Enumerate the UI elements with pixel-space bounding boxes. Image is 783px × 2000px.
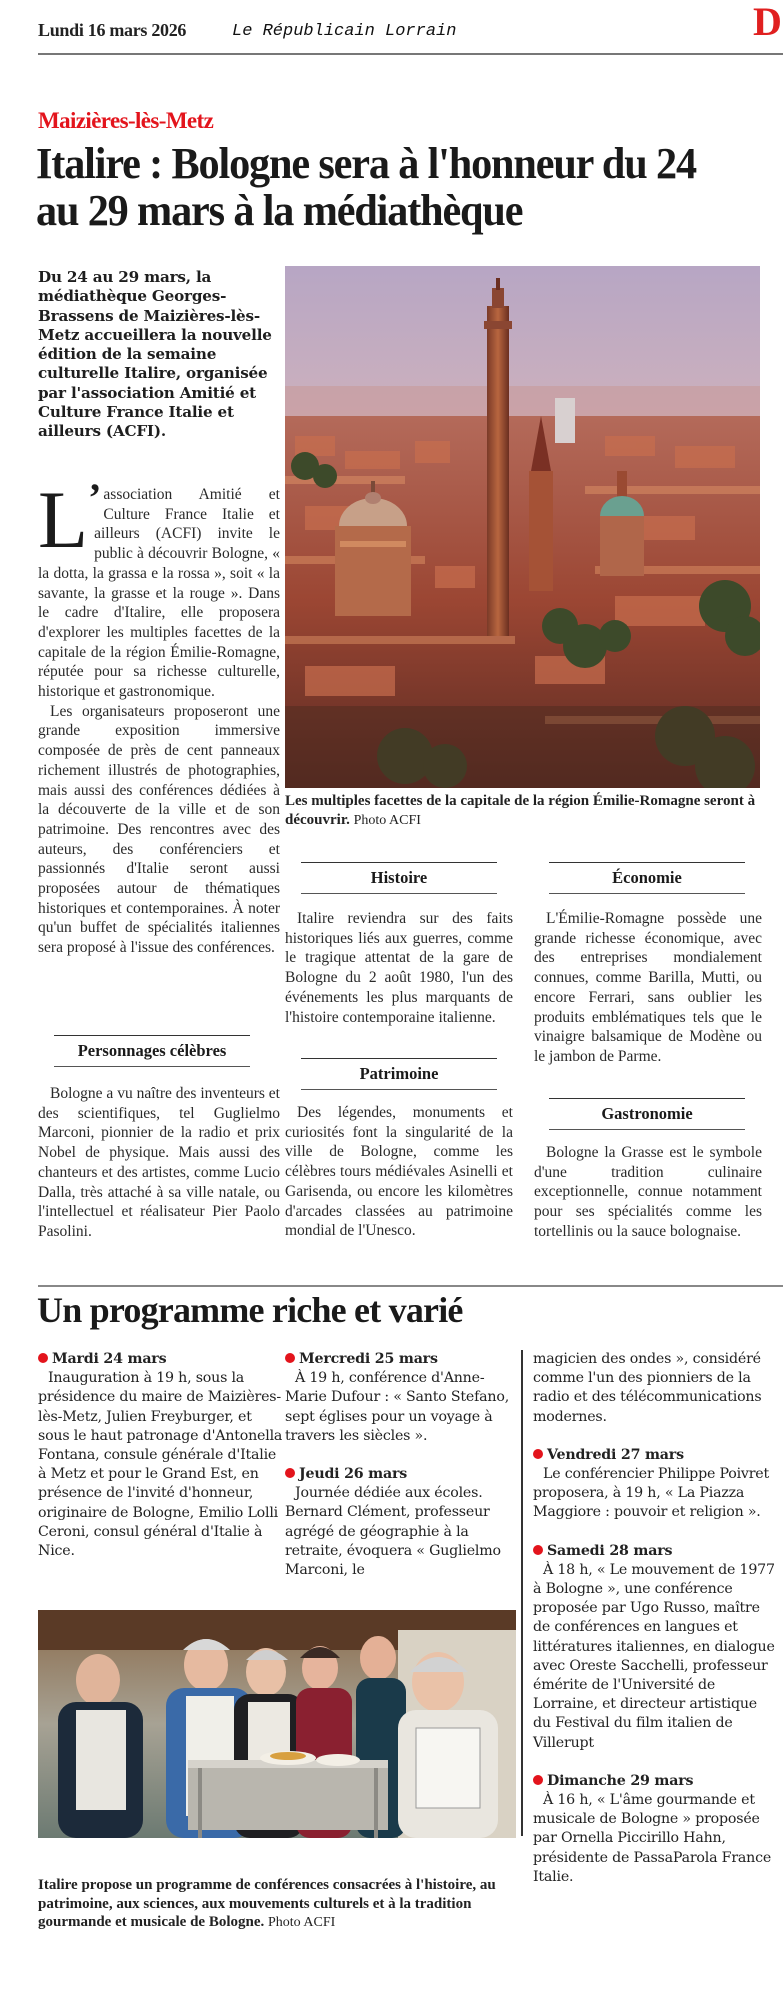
section-head-histoire: Histoire [301,862,497,894]
day-text: Inauguration à 19 h, sous la présidence du maire de Maizières-lès-Metz, Julien Freyburger, et sous le haut patronage d'Antonella Fontana, consule générale d'Italie à Metz et pour le Grand Est, en présence de l'invité d'honneur, originaire de Bologne, Emilio Lolli Ceroni, consul général d'Italie à Nice. [38,1370,283,1560]
programme-column-3 [533,1350,778,1887]
programme-column-2 [285,1350,515,1580]
day-label: Mardi 24 mars [52,1351,167,1367]
day-text: À 19 h, conférence d'Anne-Marie Dufour : « Santo Stefano, sept églises pour un voyage à travers les siècles ». [285,1370,510,1444]
programme-day [38,1350,283,1561]
section-text-economie: L'Émilie-Romagne possède une grande richesse économique, avec des entreprises mondialement connues, comme Barilla, Mutti, ou encore Ferrari, sans oublier les produits emblématiques tels que le vinaigre balsamique de Modène ou le jambon de Parme. [534,910,762,1065]
section-letter: D [753,0,782,44]
photo-caption [38,1876,518,1933]
photo-credit: Photo ACFI [268,1915,336,1930]
drop-cap: L [38,474,89,565]
day-label: Vendredi 27 mars [547,1446,684,1463]
section-text-gastronomie: Bologne la Grasse est le symbole d'une tradition culinaire exceptionnelle, connue notamment pour ses spécialités comme les tortellinis ou la sauce bolognaise. [534,1144,762,1240]
bullet-dot-icon [533,1449,543,1459]
bullet-dot-icon [533,1545,543,1555]
photo-caption [285,792,765,830]
day-label: Mercredi 25 mars [299,1351,438,1367]
section-text-patrimoine: Des légendes, monuments et curiosités font la singularité de la ville de Bologne, comme les célèbres tours médiévales Asinelli et Garisenda, ou encore les kilomètres d'arcades classées au patrimoine mondial de l'Unesco. [285,1104,513,1240]
drop-cap-apostrophe: ’ [88,475,102,520]
programme-day [533,1446,778,1523]
day-text: À 16 h, « L'âme gourmande et musicale de Bologne » proposée par Ornella Piccirillo Hahn, présidente de PassaParola France Italie. [533,1792,772,1885]
caption-text: Les multiples facettes de la capitale de la région Émilie-Romagne seront à découvrir. [285,793,756,828]
section-text-personnages: Bologne a vu naître des inventeurs et des scientifiques, tel Guglielmo Marconi, pionnier de la radio et prix Nobel de physique. Mais aussi des chanteurs et des artistes, comme Lucio Dalla, très attaché à sa ville natale, ou l'intellectuel et réalisateur Pier Paolo Pasolini. [38,1085,280,1240]
programme-day [285,1465,515,1580]
bologna-skyline-photo [285,266,760,788]
day-label: Jeudi 26 mars [299,1466,408,1483]
section-text-histoire: Italire reviendra sur des faits historiques liés aux guerres, comme le tragique attentat de la gare de Bologne du 2 août 1980, l'un des événements les plus marquants de l'histoire contemporaine italienne. [285,910,513,1026]
bullet-dot-icon [285,1468,295,1478]
section-head-gastronomie: Gastronomie [549,1098,745,1130]
header-divider [38,53,783,55]
programme-title: Un programme riche et varié [37,1290,463,1330]
edition-date: Lundi 16 mars 2026 [38,20,187,40]
day-label: Dimanche 29 mars [547,1772,694,1789]
day-text: Le conférencier Philippe Poivret proposera, à 19 h, « La Piazza Maggiore : pouvoir et religion ». [533,1466,769,1521]
day-text: Journée dédiée aux écoles. Bernard Clément, professeur agrégé de géographie à la retraite, évoquera « Guglielmo Marconi, le [285,1485,501,1579]
article-body [38,474,280,958]
day-text: À 18 h, « Le mouvement de 1977 à Bologne », une conférence proposée par Ugo Russo, maître de conférences en langues et littératures italiennes, en dialogue avec Oreste Sacchelli, professeur émérite de l'Université de Lorraine, et directeur artistique du Festival du film italien de Villerupt [533,1561,775,1751]
column-divider [521,1350,523,1836]
bullet-dot-icon [533,1775,543,1785]
programme-day [533,1542,778,1753]
section-head-patrimoine: Patrimoine [301,1058,497,1090]
bologna-skyline-image [285,266,760,788]
article-lead: Du 24 au 29 mars, la médiathèque Georges-Brassens de Maizières-lès-Metz accueillera la nouvelle édition de la semaine culturelle Italire, organisée par l'association Amitié et Culture France Italie et ailleurs (ACFI). [38,268,272,441]
group-photo-image [38,1610,516,1838]
caption-text: Italire propose un programme de conférences consacrées à l'histoire, au patrimoine, aux sciences, aux mouvements culturels et à la tradition gourmande et musicale de Bologne. [38,1877,496,1930]
group-photo [38,1610,516,1838]
programme-day [533,1772,778,1887]
section-head-personnages: Personnages célèbres [54,1035,250,1067]
programme-divider [38,1285,783,1287]
day-label: Samedi 28 mars [547,1542,673,1559]
bullet-dot-icon [38,1353,48,1363]
article-kicker: Maizières-lès-Metz [38,108,214,133]
newspaper-name: Le Républicain Lorrain [232,22,457,41]
programme-column-1 [38,1350,283,1561]
programme-day [285,1350,515,1446]
photo-credit: Photo ACFI [353,812,421,828]
article-title: Italire : Bologne sera à l'honneur du 24 au 29 mars à la médiathèque [36,139,696,235]
section-head-economie: Économie [549,862,745,894]
day-text-continued: magicien des ondes », considéré comme l'un des pionniers de la radio et des télécommunications modernes. [533,1351,762,1425]
body-paragraph-2: Les organisateurs proposeront une grande exposition immersive composée de près de cent panneaux richement illustrés de photographies, mais aussi des conférences dédiées à la découverte de la ville et de son patrimoine. Des rencontres avec des auteurs, des conférenciers et passionnés d'Italie seront aussi proposées autour de thématiques historiques et contemporaines. À noter qu'un buffet de spécialités italiennes sera proposé à l'issue des conférences. [38,702,280,957]
bullet-dot-icon [285,1353,295,1363]
body-paragraph-1: association Amitié et Culture France Italie et ailleurs (ACFI) invite le public à découvrir Bologne, « la dotta, la grassa e la rossa », soit « la savante, la grasse et la rouge ». Dans le cadre d'Italire, elle proposera d'explorer les multiples facettes de la capitale de la région Émilie-Romagne, réputée pour sa richesse culturelle, historique et gastronomique. [38,486,280,701]
